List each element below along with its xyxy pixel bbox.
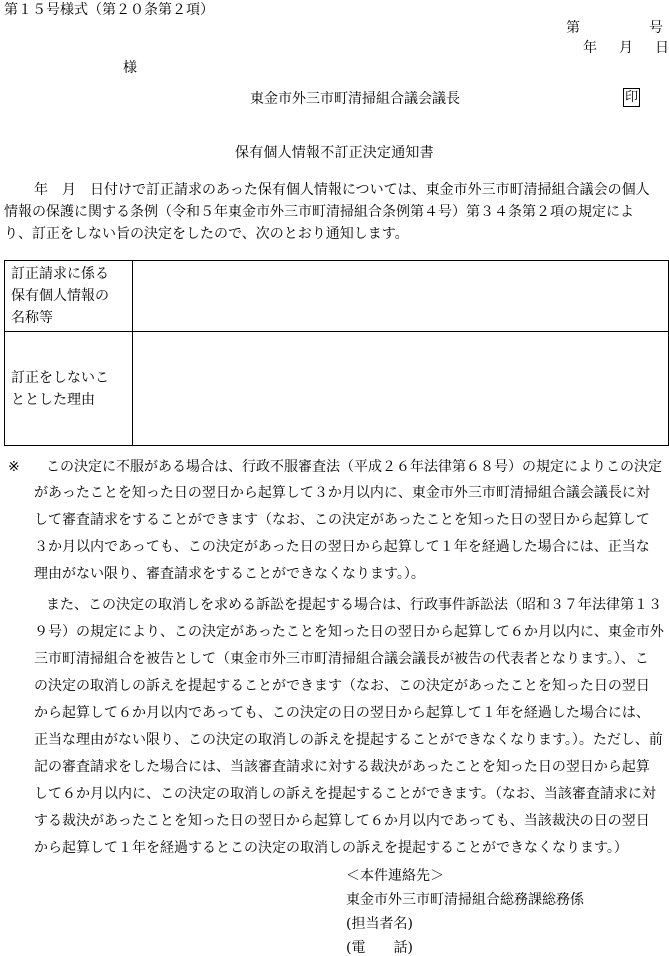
reason-value-cell[interactable] <box>133 332 669 446</box>
record-name-value-cell[interactable] <box>133 261 669 332</box>
note-line: して６か月以内に、この決定の取消しの訴えを提起することができます。（なお、当該審査請求に対 <box>34 786 656 802</box>
label-line: 訂正請求に係る <box>11 266 109 282</box>
contact-person: (担当者名) <box>346 916 413 932</box>
note-line: 理由がない限り、審査請求をすることができなくなります。）。 <box>34 566 425 582</box>
document-number-suffix: 号 <box>649 20 663 36</box>
note-line: して審査請求をすることができます（なお、この決定があったことを知った日の翌日から起算して <box>34 512 650 528</box>
note-line: 三市町清掃組合を被告として（東金市外三市町清掃組合議会議長が被告の代表者となります。）、こ <box>34 651 649 667</box>
date-month-label: 月 <box>619 40 633 56</box>
form-number: 第１５号様式（第２０条第２項） <box>4 2 214 18</box>
body-line: 年 月 日付けで訂正請求のあった保有個人情報については、東金市外三市町清掃組合議会の個人 <box>34 182 650 198</box>
note-line: 正当な理由がない限り、この決定の取消しの訴えを提起することができなくなります。）。ただし、前 <box>34 732 663 748</box>
record-name-label-cell <box>5 261 133 332</box>
note-line: の決定の取消しの訴えを提起することができます（なお、この決定があったことを知った日の翌日 <box>34 678 650 694</box>
sender-title: 東金市外三市町清掃組合議会議長 <box>250 91 460 107</box>
body-line: り、訂正をしない旨の決定をしたので、次のとおり通知します。 <box>4 226 409 242</box>
note-line: ９号）の規定により、この決定があったことを知った日の翌日から起算して６か月以内に、東金市外 <box>34 624 664 640</box>
note-line: から起算して６か月以内であっても、この決定の日の翌日から起算して１年を経過した場合には、 <box>34 705 650 721</box>
contact-heading: ＜本件連絡先＞ <box>346 868 444 884</box>
reason-label-cell <box>5 332 133 446</box>
table-row <box>5 332 669 446</box>
label-line: 保有個人情報の <box>11 288 109 304</box>
contact-organization: 東金市外三市町清掃組合総務課総務係 <box>346 892 584 908</box>
label-line: 訂正をしないこ <box>11 369 109 386</box>
label-line: 名称等 <box>11 310 53 326</box>
note-mark: ※ <box>8 459 20 475</box>
date-year-label: 年 <box>583 40 597 56</box>
note-line: する裁決があったことを知った日の翌日から起算して６か月以内であっても、当該裁決の日の翌日 <box>34 813 650 829</box>
note-line: この決定に不服がある場合は、行政不服審査法（平成２６年法律第６８号）の規定によりこの決定 <box>46 459 662 475</box>
note-line: があったことを知った日の翌日から起算して３か月以内に、東金市外三市町清掃組合議会議長に対 <box>34 485 650 501</box>
note-line: から起算して１年を経過するとこの決定の取消しの訴えを提起することができなくなります。） <box>34 840 628 856</box>
note-line: ３か月以内であっても、この決定があった日の翌日から起算して１年を経過した場合には、正当な <box>34 539 650 555</box>
note-line: 記の審査請求をした場合には、当該審査請求に対する裁決があったことを知った日の翌日から起算 <box>34 759 650 775</box>
document-number-label: 第 <box>566 20 580 36</box>
note-line: また、この決定の取消しを求める訴訟を提起する場合は、行政事件訴訟法（昭和３７年法律第１３ <box>46 597 662 613</box>
table-row <box>5 261 669 332</box>
contact-phone: (電 話) <box>346 940 413 956</box>
seal-stamp-mark: 印 <box>624 90 638 105</box>
body-line: 情報の保護に関する条例（令和５年東金市外三市町清掃組合条例第４号）第３４条第２項の規定によ <box>4 204 634 220</box>
document-title: 保有個人情報不訂正決定通知書 <box>235 145 434 161</box>
label-line: ととした理由 <box>11 391 95 408</box>
info-table <box>4 260 669 446</box>
addressee-suffix: 様 <box>123 60 137 76</box>
date-day-label: 日 <box>655 40 669 56</box>
